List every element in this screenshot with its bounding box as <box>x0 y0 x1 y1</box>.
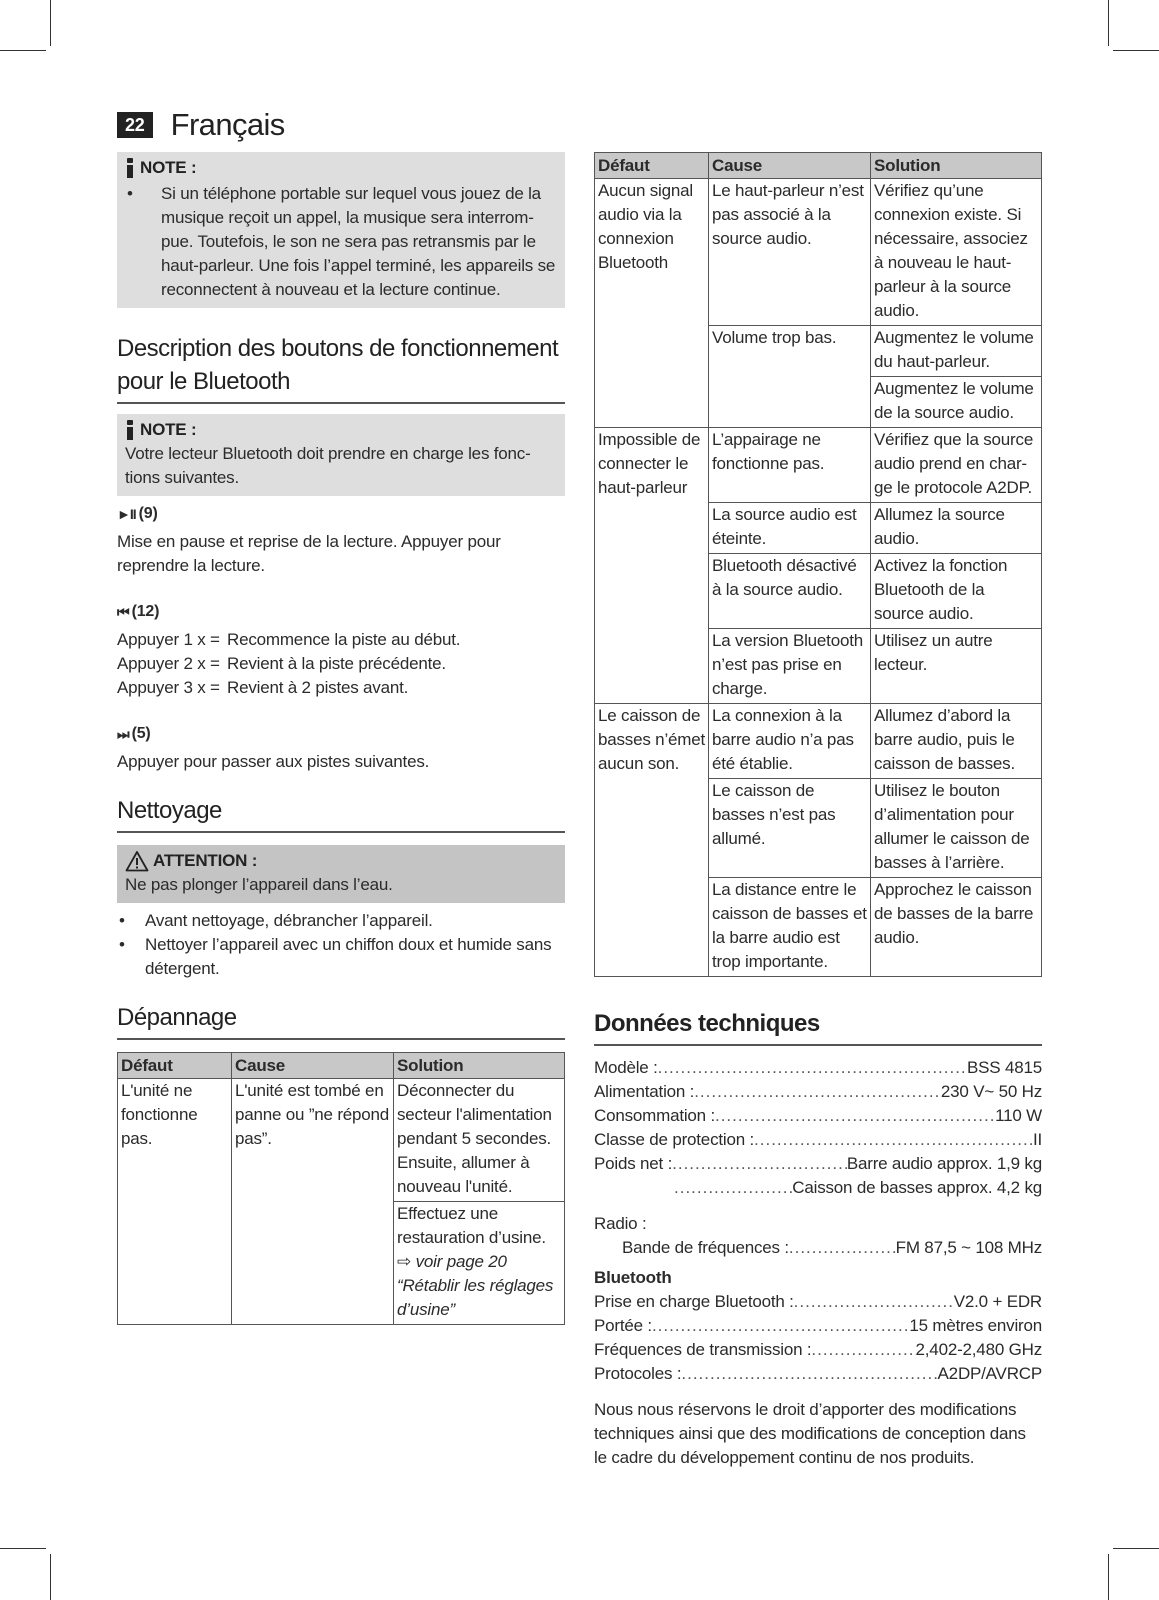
spec-row <box>594 1314 1042 1338</box>
bluetooth-label: Bluetooth <box>594 1268 672 1287</box>
column-header-cause: Cause <box>232 1053 394 1079</box>
spec-label: Consommation : <box>594 1106 715 1125</box>
section-title-specs: Données techniques <box>594 1007 1042 1046</box>
disclaimer-text: Nous nous réservons le droit d’apporter des modifications techniques ainsi que des modifications de conception dans le cadre du développement continu de nos produits. <box>594 1400 1026 1467</box>
table-cell-solution: Utilisez le bouton d’alimentation pour allumer le caisson de basses à l’arrière. <box>871 779 1042 878</box>
table-cell-cause: L’appairage ne fonctionne pas. <box>709 428 871 503</box>
crop-mark <box>1108 1554 1109 1600</box>
crop-mark <box>1113 50 1159 51</box>
table-cell-cause: La connexion à la barre audio n’a pas été établie. <box>709 704 871 779</box>
spec-label: Protocoles : <box>594 1364 682 1383</box>
right-column <box>594 152 1042 1470</box>
table-cell-defaut: L'unité ne fonctionne pas. <box>118 1079 232 1325</box>
spec-value: V2.0 + EDR <box>953 1292 1042 1311</box>
table-cell-cause: Le caisson de basses n’est pas allumé. <box>709 779 871 878</box>
crop-mark <box>0 1548 46 1549</box>
note-text: Votre lecteur Bluetooth doit prendre en charge les fonc-tions suivantes. <box>125 444 531 487</box>
spec-row <box>594 1128 1042 1152</box>
table-cell-solution: Vérifiez qu’une connexion existe. Si nécessaire, associez à nouveau le haut-parleur à la source audio. <box>871 179 1042 326</box>
cleaning-bullet-list <box>117 909 565 981</box>
press-count: Appuyer 2 x = <box>117 654 220 673</box>
spec-label: Portée : <box>594 1316 652 1335</box>
press-row <box>117 628 565 652</box>
spec-label: Bande de fréquences : <box>622 1238 789 1257</box>
skip-back-icon: ⏮ <box>117 604 129 620</box>
column-header-defaut: Défaut <box>118 1053 232 1079</box>
list-item: • Si un téléphone portable sur lequel vous jouez de la musique reçoit un appel, la musique sera interrom-pue. Toutefois, le son ne sera pas retransmis par le haut-parleur. Une fois l’appel terminé, les appareils se reconnectent à nouveau et la lecture continue. <box>125 182 557 302</box>
crop-mark <box>0 50 46 51</box>
crop-mark <box>50 0 51 46</box>
table-cell-solution <box>394 1202 565 1325</box>
previous-press-list <box>117 628 565 700</box>
spec-label: Poids net : <box>594 1154 673 1173</box>
table-row <box>595 428 1042 503</box>
spec-row <box>594 1338 1042 1362</box>
table-header-row <box>595 153 1042 179</box>
section-title-bluetooth-buttons: Description des boutons de fonctionnement pour le Bluetooth <box>117 332 565 404</box>
table-row <box>595 704 1042 779</box>
next-description: Appuyer pour passer aux pistes suivantes. <box>117 752 430 771</box>
spec-row <box>594 1080 1042 1104</box>
play-pause-description: Mise en pause et reprise de la lecture. Appuyer pour reprendre la lecture. <box>117 532 501 575</box>
crop-mark <box>50 1554 51 1600</box>
spec-row <box>594 1236 1042 1260</box>
table-header-row <box>118 1053 565 1079</box>
note-heading <box>125 418 557 442</box>
table-cell-solution: Activez la fonction Bluetooth de la source audio. <box>871 554 1042 629</box>
spec-value: 2,402-2,480 GHz <box>915 1340 1042 1359</box>
spec-value: FM 87,5 ~ 108 MHz <box>895 1238 1042 1257</box>
spec-label: Fréquences de transmission : <box>594 1340 812 1359</box>
table-cell-cause: La distance entre le caisson de basses et la barre audio est trop importante. <box>709 878 871 977</box>
press-row <box>117 676 565 700</box>
spec-row <box>594 1104 1042 1128</box>
spec-value: 15 mètres environ <box>909 1316 1042 1335</box>
press-action: Revient à la piste précédente. <box>227 654 446 673</box>
spec-value: II <box>1032 1130 1042 1149</box>
table-cell-solution: Utilisez un autre lecteur. <box>871 629 1042 704</box>
troubleshooting-table-left <box>117 1052 565 1325</box>
table-cell-solution: Déconnecter du secteur l'alimentation pendant 5 secondes. Ensuite, allumer à nouveau l'unité. <box>394 1079 565 1202</box>
attention-text: Ne pas plonger l’appareil dans l’eau. <box>125 875 393 894</box>
spec-value: A2DP/AVRCP <box>937 1364 1042 1383</box>
table-cell-solution: Vérifiez que la source audio prend en char-ge le protocole A2DP. <box>871 428 1042 503</box>
spec-label: Prise en charge Bluetooth : <box>594 1292 794 1311</box>
spec-row <box>594 1152 1042 1176</box>
note-bullet-list <box>125 182 557 302</box>
spec-value: Barre audio approx. 1,9 kg <box>846 1154 1042 1173</box>
table-cell-defaut: Le caisson de basses n’émet aucun son. <box>595 704 709 977</box>
spec-row <box>594 1176 1042 1200</box>
press-action: Recommence la piste au début. <box>227 630 461 649</box>
arrow-right-icon: ⇨ <box>397 1252 412 1271</box>
page-title: Français <box>170 107 285 142</box>
table-cell-cause: Le haut-parleur n’est pas associé à la source audio. <box>709 179 871 326</box>
spec-label: Modèle : <box>594 1058 658 1077</box>
spec-value: Caisson de basses approx. 4,2 kg <box>792 1178 1042 1197</box>
warning-triangle-icon <box>125 850 149 872</box>
spec-row <box>594 1056 1042 1080</box>
table-cell-solution: Augmentez le volume de la source audio. <box>871 377 1042 428</box>
play-pause-heading <box>117 502 565 526</box>
table-cell-cause: La source audio est éteinte. <box>709 503 871 554</box>
play-pause-ref: (9) <box>138 505 158 522</box>
column-header-cause: Cause <box>709 153 871 179</box>
radio-label: Radio : <box>594 1214 647 1233</box>
press-row <box>117 652 565 676</box>
page-header <box>117 103 285 147</box>
column-header-solution: Solution <box>871 153 1042 179</box>
page-number: 22 <box>117 112 153 138</box>
left-column <box>117 152 565 1325</box>
next-heading <box>117 722 565 746</box>
attention-heading <box>125 849 557 873</box>
spec-value: 110 W <box>995 1106 1042 1125</box>
press-count: Appuyer 1 x = <box>117 630 220 649</box>
info-icon <box>125 158 135 178</box>
note-box <box>117 414 565 496</box>
spec-label: Classe de protection : <box>594 1130 755 1149</box>
table-row <box>595 179 1042 326</box>
spec-label: Alimentation : <box>594 1082 695 1101</box>
troubleshooting-table-right <box>594 152 1042 977</box>
specs-list <box>594 1056 1042 1470</box>
table-cell-defaut: Aucun signal audio via la connexion Bluetooth <box>595 179 709 428</box>
previous-ref: (12) <box>131 603 160 620</box>
press-count: Appuyer 3 x = <box>117 678 220 697</box>
attention-box <box>117 845 565 903</box>
table-cell-solution: Approchez le caisson de basses de la barre audio. <box>871 878 1042 977</box>
previous-heading <box>117 600 565 624</box>
note-label: NOTE : <box>140 420 197 439</box>
table-row <box>118 1079 565 1202</box>
table-cell-cause: Bluetooth désactivé à la source audio. <box>709 554 871 629</box>
note-box <box>117 152 565 308</box>
note-label: NOTE : <box>140 158 197 177</box>
spec-row <box>594 1362 1042 1386</box>
list-item: • Nettoyer l’appareil avec un chiffon doux et humide sans détergent. <box>117 933 565 981</box>
section-title-troubleshooting: Dépannage <box>117 1001 565 1040</box>
note-heading <box>125 156 557 180</box>
spec-row <box>594 1290 1042 1314</box>
play-pause-icon: ►II <box>117 506 136 522</box>
page-reference: voir page 20 “Rétablir les réglages d’usine” <box>397 1252 554 1319</box>
table-cell-solution: Augmentez le volume du haut-parleur. <box>871 326 1042 377</box>
section-title-cleaning: Nettoyage <box>117 794 565 833</box>
table-cell-defaut: Impossible de connecter le haut-parleur <box>595 428 709 704</box>
info-icon <box>125 420 135 440</box>
press-action: Revient à 2 pistes avant. <box>227 678 409 697</box>
next-ref: (5) <box>131 725 151 742</box>
table-cell-cause: L'unité est tombé en panne ou ”ne répond pas”. <box>232 1079 394 1325</box>
table-cell-solution: Allumez la source audio. <box>871 503 1042 554</box>
column-header-solution: Solution <box>394 1053 565 1079</box>
solution-text: Effectuez une restauration d’usine. <box>397 1204 546 1247</box>
table-cell-cause: Volume trop bas. <box>709 326 871 428</box>
table-cell-solution: Allumez d’abord la barre audio, puis le caisson de basses. <box>871 704 1042 779</box>
skip-forward-icon: ⏭ <box>117 726 129 742</box>
crop-mark <box>1113 1548 1159 1549</box>
crop-mark <box>1108 0 1109 46</box>
column-header-defaut: Défaut <box>595 153 709 179</box>
attention-label: ATTENTION : <box>153 851 258 870</box>
spec-value: 230 V~ 50 Hz <box>940 1082 1042 1101</box>
table-cell-cause: La version Bluetooth n’est pas prise en charge. <box>709 629 871 704</box>
spec-value: BSS 4815 <box>967 1058 1042 1077</box>
list-item: • Avant nettoyage, débrancher l’appareil. <box>117 909 565 933</box>
